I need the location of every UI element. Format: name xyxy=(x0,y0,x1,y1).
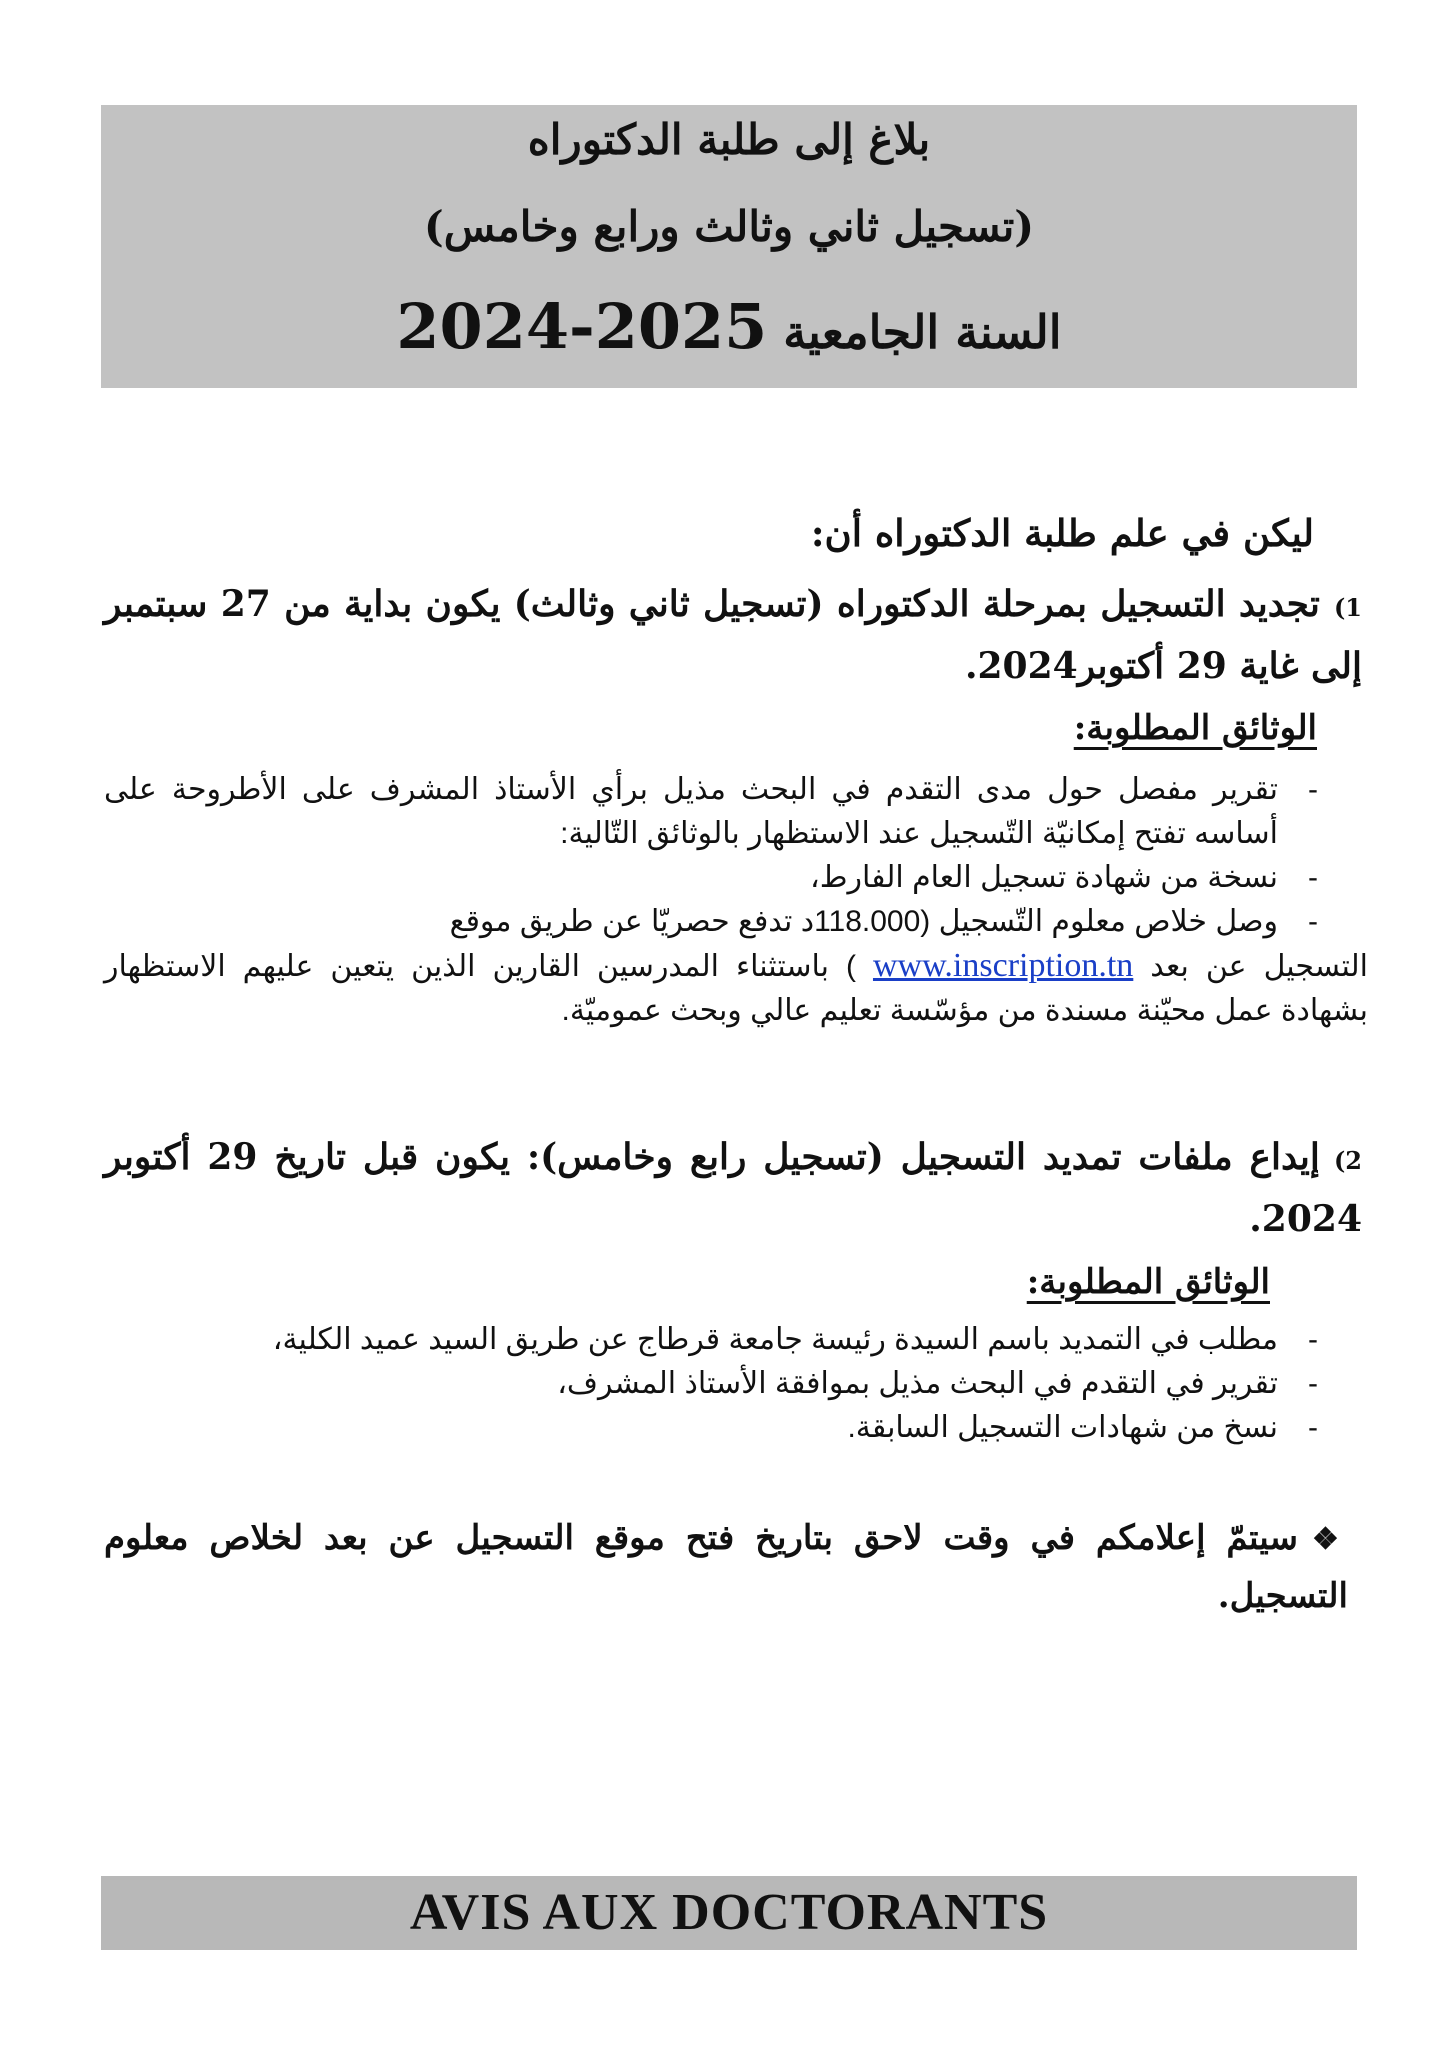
dash-bullet-icon: - xyxy=(1308,1323,1318,1356)
list-item-continuation xyxy=(104,944,1368,1033)
footer-box xyxy=(101,1876,1357,1950)
list-item-text: نسخة من شهادة تسجيل العام الفارط، xyxy=(810,861,1278,894)
item1-number: 1) xyxy=(1333,593,1362,622)
item1-heading-text: تجديد التسجيل بمرحلة الدكتوراه (تسجيل ثاني وثالث) يكون بداية من 27 سبتمبر إلى غاية 29 أكتوبر2024. xyxy=(104,583,1362,687)
diamond-bullet-icon: ❖ xyxy=(1312,1522,1348,1557)
list-item-text: نسخ من شهادات التسجيل السابقة. xyxy=(847,1411,1278,1444)
header-box xyxy=(101,105,1357,388)
list-item xyxy=(104,1318,1328,1362)
dash-bullet-icon: - xyxy=(1308,1411,1318,1444)
list-item-text: مطلب في التمديد باسم السيدة رئيسة جامعة قرطاج عن طريق السيد عميد الكلية، xyxy=(272,1323,1278,1356)
item2-docs-list xyxy=(104,1318,1328,1450)
dash-bullet-icon: - xyxy=(1308,1367,1318,1400)
dash-bullet-icon: - xyxy=(1308,773,1318,806)
list-item-text: تقرير في التقدم في البحث مذيل بموافقة الأستاذ المشرف، xyxy=(557,1367,1278,1400)
footer-title: AVIS AUX DOCTORANTS xyxy=(409,1884,1049,1941)
list-item xyxy=(104,900,1368,1033)
item1-heading xyxy=(104,575,1362,695)
item1-docs-title: الوثائق المطلوبة: xyxy=(1073,708,1317,748)
list-item xyxy=(104,1406,1328,1450)
dash-bullet-icon: - xyxy=(1308,905,1318,938)
list-item-text: تقرير مفصل حول مدى التقدم في البحث مذيل برأي الأستاذ المشرف على الأطروحة على أساسه تفتح إمكانيّة التّسجيل عند الاستظهار بالوثائق التّالية: xyxy=(104,773,1278,850)
continuation-text-b: ) باستثناء المدرسين القارين الذين يتعين عليهم الاستظهار بشهادة عمل محيّنة مسندة من مؤسّسة تعليم عالي وبحث عموميّة. xyxy=(104,950,1368,1027)
intro-text: ليكن في علم طلبة الدكتوراه أن: xyxy=(810,511,1314,555)
list-item-text: وصل خلاص معلوم التّسجيل (118.000د تدفع حصريّا عن طريق موقع xyxy=(449,905,1278,938)
continuation-text-a: التسجيل عن بعد xyxy=(1150,950,1368,983)
notice-subtitle: (تسجيل ثاني وثالث ورابع وخامس) xyxy=(423,202,1035,251)
item2-heading xyxy=(104,1128,1362,1248)
list-item xyxy=(104,856,1328,900)
academic-year-label: السنة الجامعية xyxy=(767,305,1062,359)
note-text: سيتمّ إعلامكم في وقت لاحق بتاريخ فتح موقع التسجيل عن بعد لخلاص معلوم التسجيل. xyxy=(104,1518,1348,1616)
item2-docs-title: الوثائق المطلوبة: xyxy=(1026,1262,1270,1302)
list-item xyxy=(104,768,1328,856)
notice-title: بلاغ إلى طلبة الدكتوراه xyxy=(527,115,931,164)
item1-docs-list xyxy=(104,768,1368,1033)
registration-note xyxy=(104,1510,1348,1624)
list-item xyxy=(104,1362,1328,1406)
academic-year: 2025-2024 xyxy=(396,290,768,363)
item2-number: 2) xyxy=(1333,1146,1362,1175)
item2-heading-text: إيداع ملفات تمديد التسجيل (تسجيل رابع وخامس): يكون قبل تاريخ 29 أكتوبر 2024. xyxy=(104,1136,1362,1240)
inscription-link[interactable]: www.inscription.tn xyxy=(872,947,1134,984)
dash-bullet-icon: - xyxy=(1308,861,1318,894)
academic-year-line xyxy=(101,290,1357,363)
